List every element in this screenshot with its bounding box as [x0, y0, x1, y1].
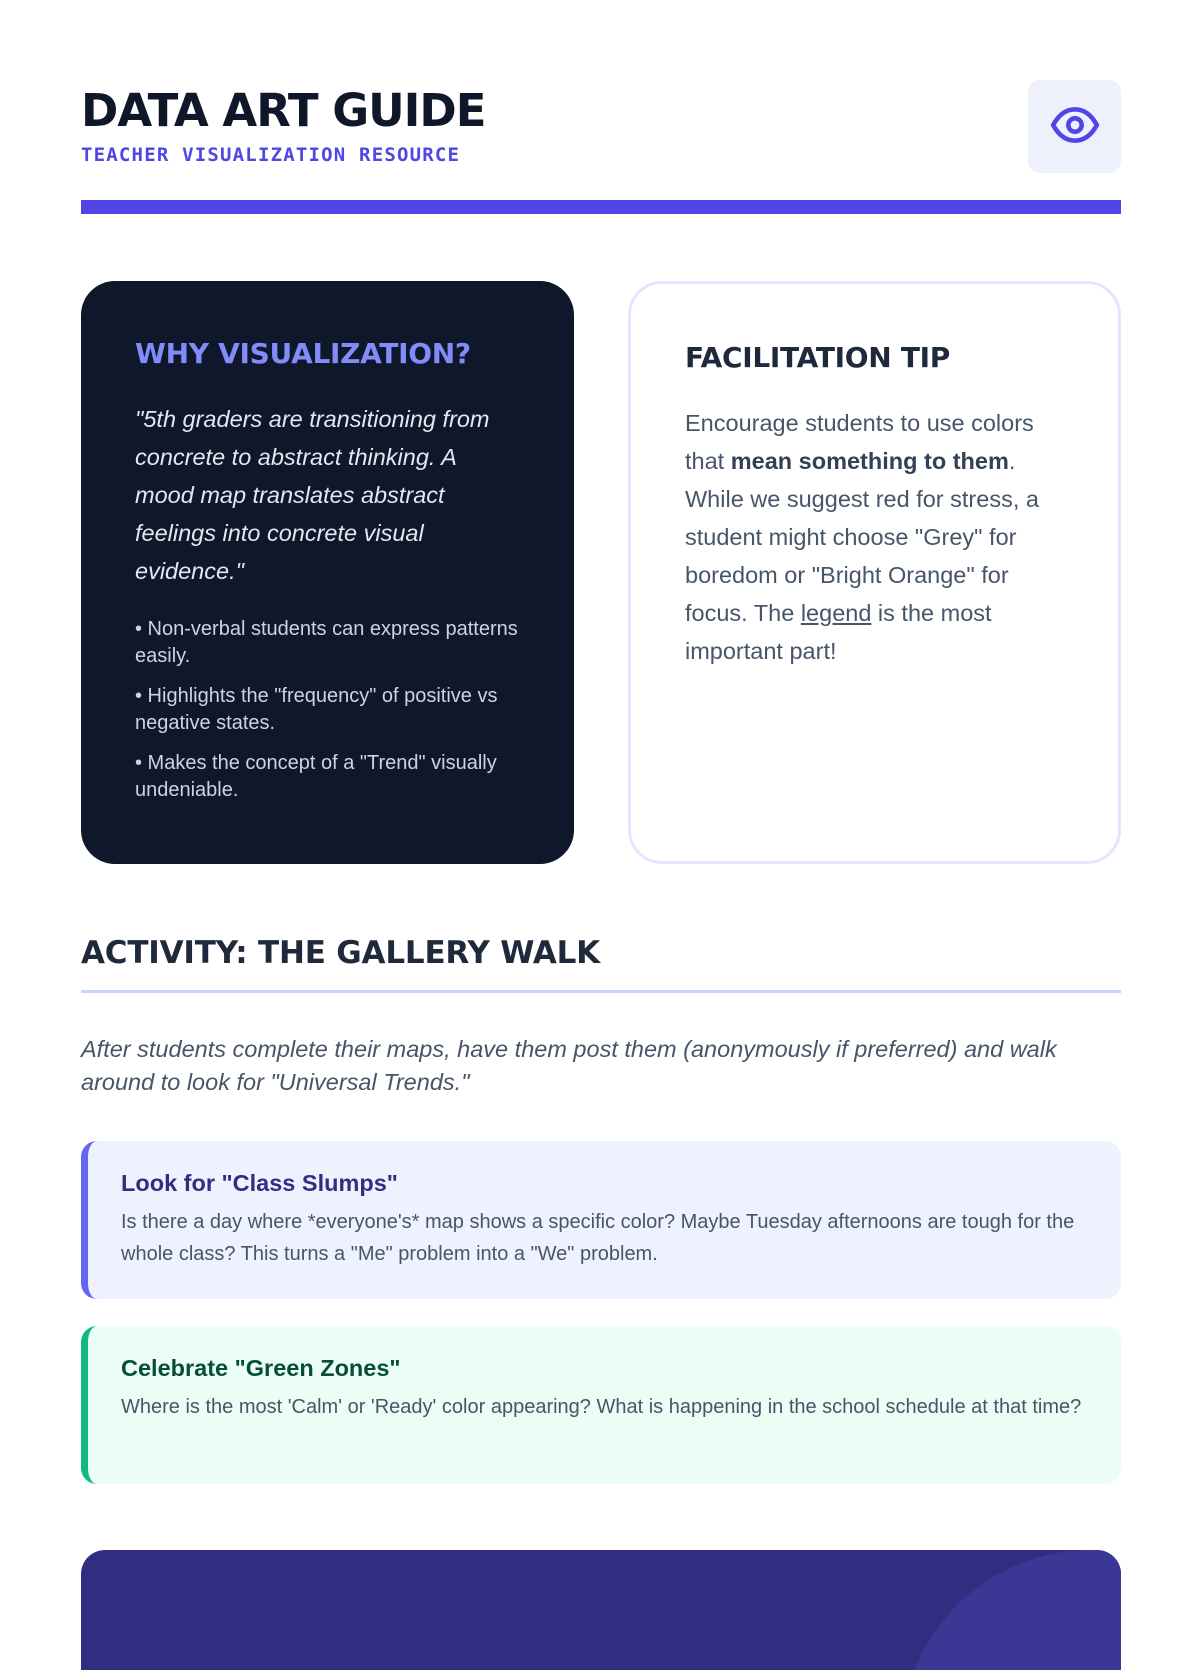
facilitation-tip-card — [628, 281, 1121, 864]
tip-text-part: is the most important part! — [685, 600, 992, 664]
list-item: • Non-verbal students can express patterns easily. — [135, 618, 518, 667]
activity-title: ACTIVITY: THE GALLERY WALK — [81, 935, 600, 971]
tip-legend-term: legend — [800, 600, 872, 626]
class-slumps-callout — [81, 1141, 1121, 1299]
activity-divider — [81, 990, 1121, 993]
list-item: • Makes the concept of a "Trend" visually undeniable. — [135, 752, 497, 801]
tip-card-heading: FACILITATION TIP — [685, 341, 950, 374]
eye-icon — [1050, 100, 1100, 154]
header — [81, 80, 1121, 175]
why-visualization-card — [81, 281, 574, 864]
tip-text-part: . While we suggest red for stress, a student might choose "Grey" for boredom or "Bright Orange" for focus. The — [685, 448, 1039, 626]
why-card-bullets — [135, 616, 520, 804]
why-card-heading: WHY VISUALIZATION? — [135, 337, 471, 370]
list-item: • Highlights the "frequency" of positive vs negative states. — [135, 685, 498, 734]
why-card-quote: "5th graders are transitioning from concrete to abstract thinking. A mood map translates abstract feelings into concrete visual evidence." — [135, 406, 490, 584]
tip-text-part: Encourage students to use colors that — [685, 410, 1034, 474]
banner-decoration — [901, 1550, 1121, 1670]
header-divider — [81, 200, 1121, 214]
green-zones-callout — [81, 1326, 1121, 1484]
tip-emphasis: mean something to them — [730, 448, 1009, 474]
callout-body: Is there a day where *everyone's* map shows a specific color? Maybe Tuesday afternoons are tough for the whole class? This turns a "Me" problem into a "We" problem. — [121, 1211, 1075, 1265]
callout-title: Look for "Class Slumps" — [121, 1170, 398, 1196]
callout-title: Celebrate "Green Zones" — [121, 1355, 401, 1381]
page-title: DATA ART GUIDE — [81, 84, 486, 137]
view-button[interactable] — [1028, 80, 1121, 173]
activity-intro: After students complete their maps, have them post them (anonymously if preferred) and walk around to look for "Universal Trends." — [81, 1036, 1057, 1095]
callout-body: Where is the most 'Calm' or 'Ready' color appearing? What is happening in the school schedule at that time? — [121, 1396, 1082, 1418]
tip-card-text — [685, 404, 1064, 670]
page-subtitle: TEACHER VISUALIZATION RESOURCE — [81, 144, 461, 166]
bottom-banner — [81, 1550, 1121, 1670]
